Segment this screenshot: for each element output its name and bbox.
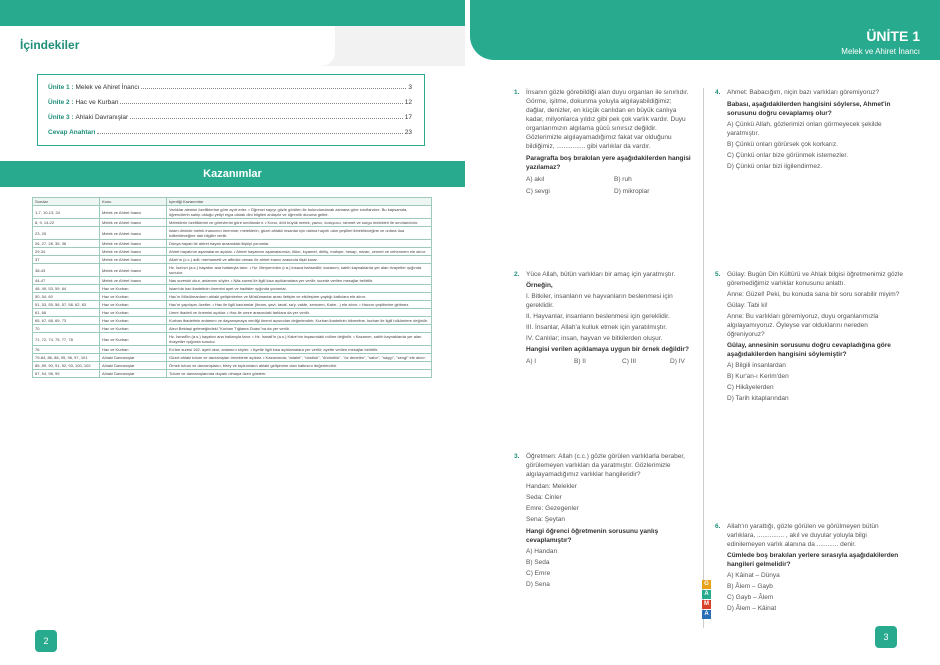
table-row xyxy=(33,362,432,370)
option[interactable]: D) Çünkü onlar bizi ilgilendirmez. xyxy=(727,163,823,170)
question-4: 4. Ahmet: Babacığım, niçin bazı varlıkları göremiyoruz? Babası, aşağıdakilerden hangisini söylerse, Ahmet'in sorusunu doğru cevaplamış olur? A) Çünkü Allah, gözlerimizi onları görmeyecek şekilde yaratmıştır. B) Çünkü onları görürsek çok korkarız. C) Çünkü onlar bize görünmek istemezler. D) Çünkü onlar bizi ilgilendirmez. xyxy=(727,88,903,173)
column-divider xyxy=(703,88,704,628)
table-row xyxy=(33,293,432,301)
option[interactable]: B) II xyxy=(574,358,586,365)
question-stem: Hangi öğrenci öğretmenin sorusunu yanlış cevaplamıştır? xyxy=(526,528,659,544)
table-cell: 48, 49, 53, 59, 64 xyxy=(33,285,100,293)
option[interactable]: C) Gayb – Âlem xyxy=(727,594,774,601)
toc-entry[interactable]: Cevap Anahtarı 23 xyxy=(48,129,412,136)
table-cell: 79-84, 86, 88, 95, 96, 97, 101 xyxy=(33,354,100,362)
option[interactable]: A) akıl xyxy=(526,176,545,183)
list-item: I. Bitkiler, insanların ve hayvanların beslenmesi için gereklidir. xyxy=(526,293,673,309)
table-row xyxy=(33,285,432,293)
question-text: Yüce Allah, bütün varlıkları bir amaç için yaratmıştır. xyxy=(526,271,676,278)
table-cell: 61, 66 xyxy=(33,309,100,317)
table-cell: 1-7, 10-13, 24 xyxy=(33,206,100,219)
dialog-line: Sena: Şeytan xyxy=(526,516,566,523)
table-cell: 26, 27, 28, 35, 36 xyxy=(33,240,100,248)
dialog-line: Handan: Melekler xyxy=(526,483,577,490)
table-cell: 51, 53, 55, 56, 57, 58, 62, 63 xyxy=(33,301,100,309)
unit-title: ÜNİTE 1 xyxy=(866,28,920,44)
table-cell: Ahlaki Davranışlar xyxy=(100,362,167,370)
kazanimlar-bar xyxy=(0,161,465,187)
option[interactable]: B) Âlem – Gayb xyxy=(727,583,773,590)
question-text: Ahmet: Babacığım, niçin bazı varlıkları göremiyoruz? xyxy=(727,89,880,96)
gama-logo: G A M A xyxy=(704,581,709,617)
unit-header-band xyxy=(470,0,940,60)
table-cell: 8, 9, 14-22 xyxy=(33,219,100,227)
table-row xyxy=(33,277,432,285)
column-header: Sorular xyxy=(33,198,100,206)
option[interactable]: B) Seda xyxy=(526,559,550,566)
table-cell: Tutum ve davranışlarında duyarlı olmaya özen gösterir. xyxy=(167,370,432,378)
table-cell: Melek ve Ahiret İnancı xyxy=(100,248,167,256)
table-row xyxy=(33,227,432,240)
table-cell: En'âm suresi 162. ayeti okur, anlamını söyler. • Ayetle ilgili kısa açıklamalara yer verilir; ayette verilen mesajlar belirtilir. xyxy=(167,346,432,354)
table-cell: Meleklerin özelliklerini ve görevlerini göre sınıflandırır. • Konu, dört büyük melek, yazıcı, koruyucu, rahmet ve sorgu melekleri ile sınırlandırılır. xyxy=(167,219,432,227)
table-cell: Allah'ın (c.c.) adil, merhametli ve affedici olması ile ahiret inancı arasında ilişki kurar. xyxy=(167,256,432,264)
table-cell: Hac ve Kurban xyxy=(100,293,167,301)
table-cell: Umre ibadeti ve önemini açıklar. • Hac ile umre arasındaki farklara da yer verilir. xyxy=(167,309,432,317)
option[interactable]: A) Çünkü Allah, gözlerimizi onları görmeyecek şekilde yaratmıştır. xyxy=(727,121,882,137)
table-row xyxy=(33,248,432,256)
table-cell: Alevi Bektaşi geleneğindeki "Kurban Tığlama Duası"na da yer verilir. xyxy=(167,325,432,333)
toc-header xyxy=(0,26,465,66)
table-row xyxy=(33,301,432,309)
table-cell: Dünya hayatı ile ahiret hayatı arasındaki ilişkiyi yorumlar. xyxy=(167,240,432,248)
table-row xyxy=(33,264,432,277)
table-cell: 76 xyxy=(33,346,100,354)
dialog-line: Emre: Gezegenler xyxy=(526,505,579,512)
table-cell: Melek ve Ahiret İnancı xyxy=(100,240,167,248)
table-cell: Nas suresini okur, anlamını söyler. • Nâs suresi ile ilgili kısa açıklamalara yer verilir; surede verilen mesajlar belirtilir. xyxy=(167,277,432,285)
table-row xyxy=(33,219,432,227)
toc-box xyxy=(37,74,425,146)
option[interactable]: A) Kâinat – Dünya xyxy=(727,572,780,579)
dialog-line: Anne: Bu varlıkları göremiyoruz, duyu organlarımızla algılayamıyoruz. Öyleyse var olduklarını nereden öğreniyoruz? xyxy=(727,313,879,338)
unit-subtitle: Melek ve Ahiret İnancı xyxy=(841,47,920,56)
table-row xyxy=(33,325,432,333)
table-cell: Hac ve Kurban xyxy=(100,285,167,293)
table-cell: İslam dininde melek inancının önemine; meleklerin, güzel ahlaklı insanlar için daima hayırlı olan yeşilleri iletebileceğine ve onlara dua edilebileceğine dair bilgiler verilir. xyxy=(167,227,432,240)
toc-entry[interactable]: Ünite 3 : Ahlaki Davranışlar 17 xyxy=(48,114,412,121)
toc-entry[interactable]: Ünite 2 : Hac ve Kurban 12 xyxy=(48,99,412,106)
option[interactable]: A) I xyxy=(526,358,537,365)
table-row xyxy=(33,309,432,317)
option[interactable]: D) Sena xyxy=(526,581,550,588)
page-number: 3 xyxy=(875,626,897,648)
question-stem: Cümlede boş bırakılan yerlere sırasıyla aşağıdakilerden hangileri gelmelidir? xyxy=(727,552,899,568)
option[interactable]: D) Tarih kitaplarından xyxy=(727,395,789,402)
table-cell: 71, 72, 74, 75, 77, 78 xyxy=(33,333,100,346)
list-item: IV. Canlılar; insan, hayvan ve bitkilerden oluşur. xyxy=(526,335,663,342)
table-cell: 87, 94, 98, 99 xyxy=(33,370,100,378)
right-page xyxy=(470,0,940,665)
option[interactable]: D) mikroplar xyxy=(614,188,650,195)
table-cell: Hz. İsa'nın (a.s.) hayatını ana hatlarıyla tanır. • Hz. Meryem'den (r.a.) kısaca bahsedilir; kazanım, sahih kaynaklarda yer alan rivayetler ışığında sunulur. xyxy=(167,264,432,277)
table-cell: 85, 89, 90, 91, 92, 93, 100, 102 xyxy=(33,362,100,370)
table-cell: Hac ve Kurban xyxy=(100,325,167,333)
question-2: 2. Yüce Allah, bütün varlıkları bir amaç için yaratmıştır. Örneğin, I. Bitkiler, insanların ve hayvanların beslenmesi için gereklidir. II. Hayvanlar, insanların beslenmesi için gereklidir. III. İnsanlar, Allah'a kulluk etmek için yaratılmıştır. IV. Canlılar; insan, hayvan ve bitkilerden oluşur. Hangisi verilen açıklamaya uygun bir örnek değildir? A) I B) II C) III D) IV xyxy=(526,270,692,366)
table-cell: 37 xyxy=(33,256,100,264)
page-number: 2 xyxy=(35,630,57,652)
table-cell: Melek ve Ahiret İnancı xyxy=(100,256,167,264)
table-cell: 70 xyxy=(33,325,100,333)
example-label: Örneğin, xyxy=(526,282,553,289)
table-cell: Melek ve Ahiret İnancı xyxy=(100,227,167,240)
table-body xyxy=(33,206,432,378)
option[interactable]: C) Hikâyelerden xyxy=(727,384,774,391)
option[interactable]: B) ruh xyxy=(614,176,632,183)
question-text: Allah'ın yarattığı, gözle görülen ve görülmeyen bütün varlıklara, ............... , akıl ve duyular yoluyla bilgi edinilemeyen varlık alanına da ............ denir. xyxy=(727,523,879,548)
table-row xyxy=(33,370,432,378)
table-cell: Hac'ın Müslümanların ahlaki gelişimlerine ve Müslümanlar arası iletişim ve etkileşime yaptığı katkılara ele alınır. xyxy=(167,293,432,301)
table-cell: Hac ve Kurban xyxy=(100,333,167,346)
option[interactable]: C) Emre xyxy=(526,570,551,577)
option[interactable]: D) IV xyxy=(670,358,685,365)
table-cell: Ahiret hayatının aşamalarını açıklar. • Ahiret hayatının aşamalarında, ölüm, kıyamet, diriliş, mahşer, hesap, mizan, cennet ve cehennem ele alınır. xyxy=(167,248,432,256)
table-row xyxy=(33,317,432,325)
question-stem: Hangisi verilen açıklamaya uygun bir örnek değildir? xyxy=(526,346,689,353)
table-cell: Ahlaki Davranışlar xyxy=(100,354,167,362)
table-cell: Hac ve Kurban xyxy=(100,309,167,317)
question-stem: Babası, aşağıdakilerden hangisini söylerse, Ahmet'in sorusunu doğru cevaplamış olur? xyxy=(727,101,891,117)
question-stem: Gülay, annesinin sorusunu doğru cevapladığına göre aşağıdakilerden hangisini söylemiştir? xyxy=(727,342,891,358)
option[interactable]: C) sevgi xyxy=(526,188,550,195)
table-row xyxy=(33,346,432,354)
table-cell: Ahlaki Davranışlar xyxy=(100,370,167,378)
dialog-line: Seda: Cinler xyxy=(526,494,562,501)
table-cell: 23, 25 xyxy=(33,227,100,240)
option[interactable]: C) III xyxy=(622,358,637,365)
question-text: Gülay: Bugün Din Kültürü ve Ahlak bilgisi öğretmenimiz gözle göremediğimiz varlıklar konusunu anlattı. xyxy=(727,271,903,287)
list-item: II. Hayvanlar, insanların beslenmesi için gereklidir. xyxy=(526,313,670,320)
table-row xyxy=(33,256,432,264)
question-text: Öğretmen: Allah (c.c.) gözle görülen varlıklarla beraber, görülemeyen varlıkları da yaratmıştır. Gözlerimizle algılayamadığımız varlıklar hangileridir? xyxy=(526,453,685,478)
toc-title: İçindekiler xyxy=(20,38,80,52)
option[interactable]: A) Bilgili insanlardan xyxy=(727,362,786,369)
option[interactable]: D) Âlem – Kâinat xyxy=(727,605,777,612)
table-cell: Melek ve Ahiret İnancı xyxy=(100,206,167,219)
question-6: 6. Allah'ın yarattığı, gözle görülen ve görülmeyen bütün varlıklara, ............... , akıl ve duyular yoluyla bilgi edinilemeyen varlık alanına da ............ denir. Cümlede boş bırakılan yerlere sırasıyla aşağıdakilerden hangileri gelmelidir? A) Kâinat – Dünya B) Âlem – Gayb C) Gayb – Âlem D) Âlem – Kâinat xyxy=(727,522,903,615)
table-cell: Kurban ibadetinin anlamını ve dayanışmaya verdiği önemi açısından değerlendirir. Kurban ibadetinin hikmetine, kurban ile ilgili hükümlere değinilir. xyxy=(167,317,432,325)
table-cell: Hz. İsmail'in (a.s.) hayatını ana hatlarıyla tanır. • Hz. İsmail'in (a.s.) Kabe'nin inşasındaki rolüne değinilir. • Kazanım, sahih kaynaklarda yer alan rivayetler ışığında sunulur. xyxy=(167,333,432,346)
question-5: 5. Gülay: Bugün Din Kültürü ve Ahlak bilgisi öğretmenimiz gözle göremediğimiz varlıklar konusunu anlattı. Anne: Güzel! Peki, bu konuda sana bir soru sorabilir miyim? Gülay: Tabi ki! Anne: Bu varlıkları göremiyoruz, duyu organlarımızla algılayamıyoruz. Öyleyse var olduklarını nereden öğreniyoruz? Gülay, annesinin sorusunu doğru cevapladığına göre aşağıdakilerden hangisini söylemiştir? A) Bilgili insanlardan B) Kur'an-ı Kerim'den C) Hikâyelerden D) Tarih kitaplarından xyxy=(715,271,903,402)
question-text: İnsanın gözle görebildiği alan duyu organları ile sınırlıdır. Görme, işitme, dokunma yoluyla algılayabildiğimiz; dağlar, denizler, en küçük canlıdan en büyük canlıya kadar, milyonlarca yıldız gibi pek çok varlık vardır. Duyu organlarımızın algılama gücü sınırsız değildir. Gözlerimizle algılayamadığımız fakat var olduğunu bildiğimiz, ................ gibi varlıklar da vardır. xyxy=(526,89,689,150)
option[interactable]: C) Çünkü onlar bize görünmek istemezler. xyxy=(727,152,849,159)
table-cell: Hac ve Kurban xyxy=(100,301,167,309)
table-cell: 44-47 xyxy=(33,277,100,285)
question-stem: Paragrafta boş bırakılan yere aşağıdakilerden hangisi yazılamaz? xyxy=(526,155,691,171)
table-cell: 50, 54, 60 xyxy=(33,293,100,301)
option[interactable]: B) Kur'an-ı Kerim'den xyxy=(727,373,789,380)
dialog-line: Gülay: Tabi ki! xyxy=(727,302,768,309)
table-cell: Melek ve Ahiret İnancı xyxy=(100,219,167,227)
left-page xyxy=(0,0,465,665)
table-row xyxy=(33,354,432,362)
table-cell: Güzel ahlaki tutum ve davranışları örneklerle açıklar. • Kazanımda; "adalet", "dostluk", "dürüstlük", "öz denetim", "sabır", "saygı", "sevgi" ele alınır. xyxy=(167,354,432,362)
list-item: III. İnsanlar, Allah'a kulluk etmek için yaratılmıştır. xyxy=(526,324,668,331)
option[interactable]: A) Handan xyxy=(526,548,558,555)
table-cell: Hac ve Kurban xyxy=(100,346,167,354)
kazanimlar-title: Kazanımlar xyxy=(203,168,262,180)
column-header: Konu xyxy=(100,198,167,206)
option[interactable]: B) Çünkü onları görürsek çok korkarız. xyxy=(727,141,838,148)
table-cell: Hac ve Kurban xyxy=(100,317,167,325)
table-row xyxy=(33,333,432,346)
table-cell: Hac'ın yapılışını özetler. • Hac ile ilgili kavramlar (ihram, şavt, tavaf, sa'y, vakfe, zemzem, Kabe...) ele alınır. • Haccın çeşitlerine girilmez. xyxy=(167,301,432,309)
table-cell: Varlıklar alemini özelliklerine göre ayırt eder. • Öğrenci sayıyı gözle görülen ile bulundurularak zamana göre sınıflandırır. Bu kapsamda, öğrencilerin sahip olduğu yetiyi eşya olarak dini bilgileri anlaşılır ve öğrenilir duruma getirir. xyxy=(167,206,432,219)
table-cell: Melek ve Ahiret İnancı xyxy=(100,264,167,277)
table-cell: Melek ve Ahiret İnancı xyxy=(100,277,167,285)
table-header-row xyxy=(33,198,432,206)
kazanim-table xyxy=(32,197,432,378)
table-cell: 38-43 xyxy=(33,264,100,277)
top-band xyxy=(0,0,465,26)
table-cell: 65, 67, 68, 69, 73 xyxy=(33,317,100,325)
dialog-line: Anne: Güzel! Peki, bu konuda sana bir soru sorabilir miyim? xyxy=(727,291,900,298)
table-row xyxy=(33,206,432,219)
question-3: 3. Öğretmen: Allah (c.c.) gözle görülen varlıklarla beraber, görülemeyen varlıkları da yaratmıştır. Gözlerimizle algılayamadığımız varlıklar hangileridir? Handan: Melekler Seda: Cinler Emre: Gezegenler Sena: Şeytan Hangi öğrenci öğretmenin sorusunu yanlış cevaplamıştır? A) Handan B) Seda C) Emre D) Sena xyxy=(526,452,692,591)
column-header: İçerdiği Kazanımlar xyxy=(167,198,432,206)
table-row xyxy=(33,240,432,248)
table-cell: Örnek tutum ve davranışların, birey ve toplumların ahlaki gelişimine olan katkısını değerlendirir. xyxy=(167,362,432,370)
table-cell: İslam'da hac ibadetinin önemini ayet ve hadisler ışığında yorumlar. xyxy=(167,285,432,293)
table-cell: 29-34 xyxy=(33,248,100,256)
question-1: 1. İnsanın gözle görebildiği alan duyu organları ile sınırlıdır. Görme, işitme, dokunma yoluyla algılayabildiğimiz; dağlar, denizler, en küçük canlıdan en büyük canlıya kadar, milyonlarca yıldız gibi pek çok varlık vardır. Duyu organlarımızın algılama gücü sınırsız değildir. Gözlerimizle algılayamadığımız fakat var olduğunu bildiğimiz, ................ gibi varlıklar da vardır. Paragrafta boş bırakılan yere aşağıdakilerden hangisi yazılamaz? A) akıl B) ruh C) sevgi D) mikroplar xyxy=(514,89,691,195)
toc-entry[interactable]: Ünite 1 : Melek ve Ahiret İnancı 3 xyxy=(48,84,412,91)
